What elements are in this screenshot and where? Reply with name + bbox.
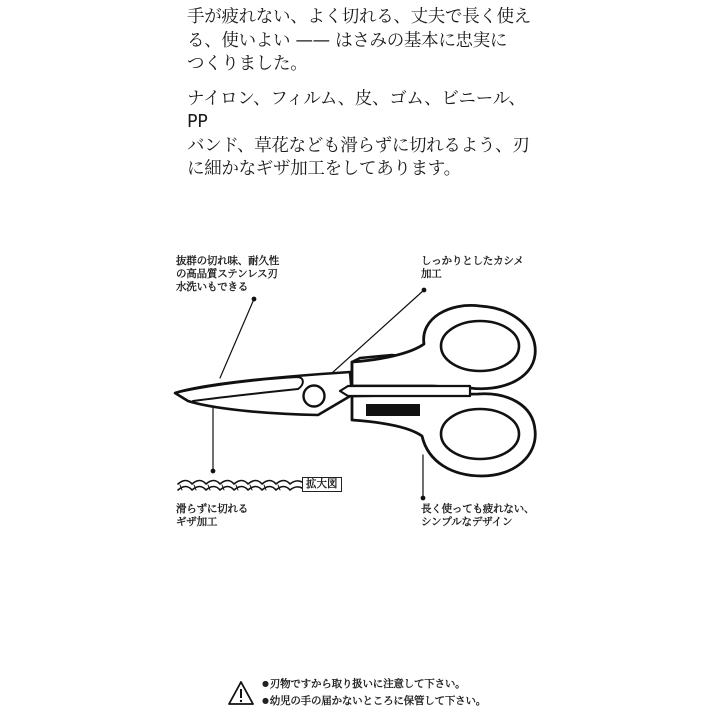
callout-line: の高品質ステンレス刃 — [176, 268, 278, 280]
callout-line: 長く使っても疲れない、 — [421, 503, 535, 515]
callout-rivet — [421, 255, 524, 281]
warning-triangle-icon — [228, 680, 254, 706]
callout-line: ギザ加工 — [176, 516, 218, 528]
callout-line: 加工 — [421, 268, 442, 280]
callout-line: しっかりとしたカシメ — [421, 255, 524, 267]
caution-notice — [228, 676, 486, 709]
caution-line: ● 幼児の手の届かないところに保管して下さい。 — [262, 693, 486, 710]
blade-icon — [175, 372, 352, 415]
intro-line: に細かなギザ加工をしてあります。 — [187, 159, 461, 179]
callout-line: 滑らずに切れる — [176, 503, 249, 515]
callout-line: 水洗いもできる — [176, 281, 249, 293]
serration-wave-icon — [178, 481, 302, 491]
rivet-icon — [304, 386, 325, 407]
callout-design — [421, 503, 534, 529]
callout-line: シンプルなデザイン — [421, 516, 513, 528]
callout-serration — [176, 503, 248, 529]
intro-line: バンド、草花なども滑らずに切れるよう、刃 — [187, 135, 530, 156]
logo-plate — [366, 404, 420, 416]
callout-line: 抜群の切れ味、耐久性 — [176, 255, 279, 267]
callout-blade — [176, 255, 279, 294]
intro-line: つくりました。 — [187, 54, 308, 74]
zoom-view-label: 拡大図 — [302, 477, 342, 492]
caution-lines — [262, 676, 486, 709]
caution-line: ● 刃物ですから取り扱いに注意して下さい。 — [262, 676, 486, 693]
intro-line: 手が疲れない、よく切れる、丈夫で長く使え — [187, 7, 531, 27]
intro-line: ナイロン、フィルム、皮、ゴム、ビニール、PP — [187, 88, 526, 132]
intro-line: る、使いよい —— はさみの基本に忠実に — [187, 30, 508, 51]
